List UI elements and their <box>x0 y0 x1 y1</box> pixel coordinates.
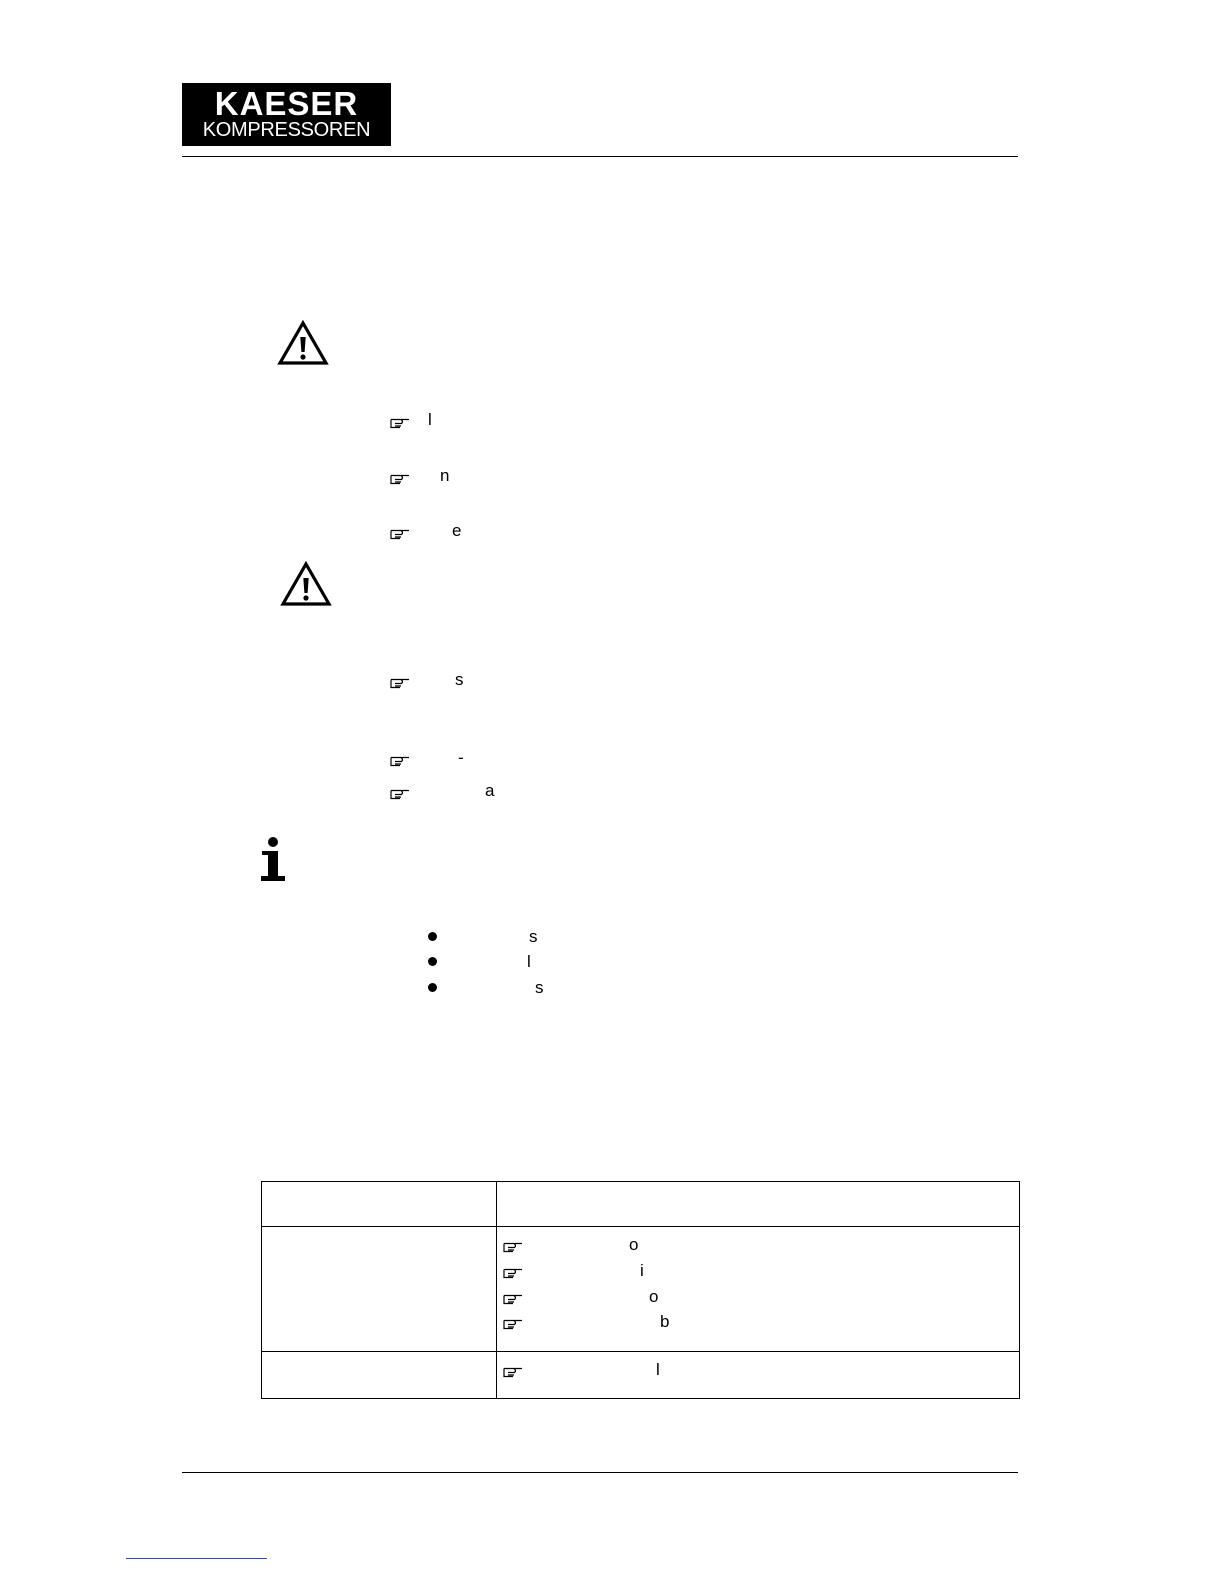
step-text: - <box>458 748 464 767</box>
pointing-hand-icon <box>503 1240 523 1253</box>
header-rule <box>182 156 1018 157</box>
warning-triangle-icon <box>277 320 329 366</box>
step-text: e <box>452 521 462 540</box>
table-cell-actions <box>497 1227 1020 1352</box>
bullet-text: l <box>527 952 531 971</box>
step-text: l <box>428 410 432 429</box>
pointing-hand-icon <box>390 527 410 540</box>
pointing-hand-icon <box>390 754 410 767</box>
warning-triangle-icon <box>280 561 332 607</box>
bullet-dot <box>428 983 437 992</box>
kaeser-logo <box>182 83 391 146</box>
pointing-hand-icon <box>390 472 410 485</box>
fault-table <box>261 1181 1020 1399</box>
action-text: o <box>629 1235 639 1255</box>
pointing-hand-icon <box>390 676 410 689</box>
header-cell <box>262 1182 497 1227</box>
step-text: a <box>485 781 495 800</box>
table-row <box>262 1227 1020 1352</box>
table-cell <box>262 1351 497 1398</box>
pointing-hand-icon <box>503 1317 523 1330</box>
header-cell <box>497 1182 1020 1227</box>
action-text: i <box>640 1261 644 1281</box>
link-underline <box>126 1558 267 1559</box>
bullet-dot <box>428 932 437 941</box>
pointing-hand-icon <box>503 1266 523 1279</box>
bullet-text: s <box>535 978 544 997</box>
step-text: s <box>455 670 464 689</box>
action-text: l <box>656 1359 660 1379</box>
logo-line2: KOMPRESSOREN <box>202 119 371 141</box>
pointing-hand-icon <box>503 1292 523 1305</box>
pointing-hand-icon <box>390 787 410 800</box>
footer-rule <box>182 1472 1018 1473</box>
pointing-hand-icon <box>503 1365 523 1378</box>
bullet-text: s <box>529 927 538 946</box>
table-row <box>262 1351 1020 1398</box>
action-text: b <box>660 1312 670 1332</box>
logo-line1: KAESER <box>214 85 359 122</box>
info-icon <box>258 836 288 882</box>
table-header-row <box>262 1182 1020 1227</box>
step-text: n <box>440 466 450 485</box>
table-cell <box>262 1227 497 1352</box>
pointing-hand-icon <box>390 416 410 429</box>
table-cell-actions <box>497 1351 1020 1398</box>
bullet-dot <box>428 957 437 966</box>
action-text: o <box>649 1287 659 1307</box>
